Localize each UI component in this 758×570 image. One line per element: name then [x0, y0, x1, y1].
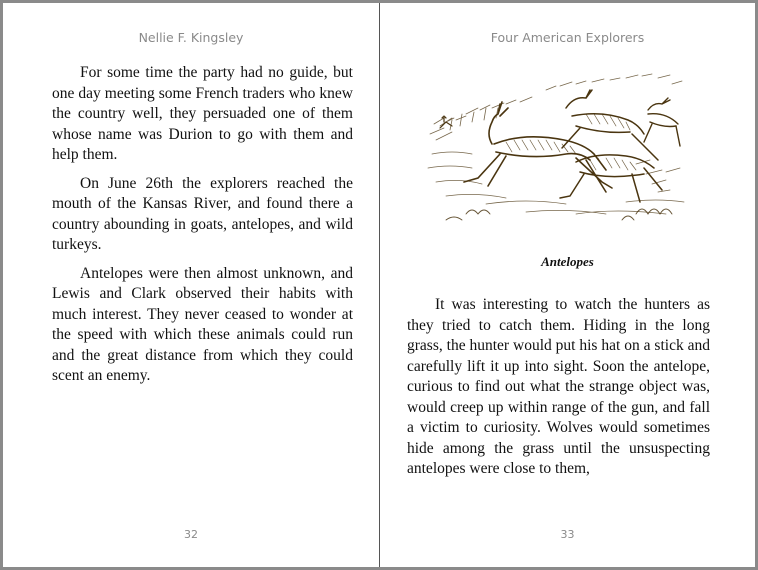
- antelopes-engraving-icon: [426, 64, 690, 234]
- left-page-text: [52, 63, 353, 395]
- illustration-caption: Antelopes: [541, 254, 594, 269]
- paragraph: For some time the party had no guide, but one day meeting some French traders who knew the country well, they persuaded one of them whose name was Durion to go with them and help them.: [52, 64, 353, 163]
- right-page-text: [407, 295, 710, 488]
- running-header-title: Four American Explorers: [490, 30, 645, 45]
- right-page[interactable]: [380, 3, 755, 567]
- page-number: 33: [560, 528, 575, 541]
- page-number: 32: [184, 528, 198, 541]
- paragraph: Antelopes were then almost unknown, and Lewis and Clark observed their habits with much interest. They never ceased to wonder at the speed with which these animals could run and the great distance from which they could scent an enemy.: [52, 264, 353, 384]
- paragraph: It was interesting to watch the hunters as they tried to catch them. Hiding in the long grass, the hunter would put his hat on a stick and carefully lift it up into sight. Soon the antelope, curious to find out what the strange object was, would creep up within range of the gun, and fall a victim to curiosity. Wolves would sometimes hide among the grass until the unsuspecting antelopes were close to them,: [407, 296, 710, 477]
- running-header-author: Nellie F. Kingsley: [138, 30, 244, 45]
- left-page[interactable]: [3, 3, 379, 567]
- paragraph: On June 26th the explorers reached the mouth of the Kansas River, and found there a country abounding in goats, antelopes, and wild turkeys.: [52, 174, 353, 253]
